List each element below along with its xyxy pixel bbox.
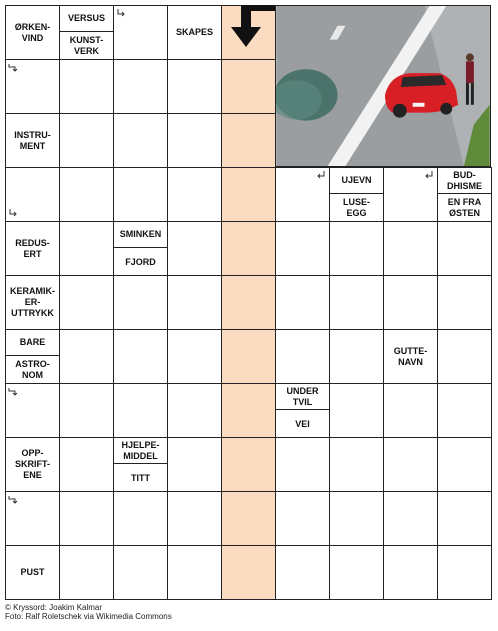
hook-arrow-icon (116, 8, 126, 18)
answer-cell[interactable] (167, 491, 222, 546)
answer-cell[interactable] (221, 275, 276, 330)
answer-cell[interactable] (113, 545, 168, 600)
clue-en-fra-osten: EN FRA ØSTEN (447, 197, 482, 218)
clue-redusert: REDUS- ERT (15, 237, 50, 259)
answer-cell[interactable] (383, 221, 438, 276)
answer-cell[interactable] (329, 545, 384, 600)
answer-cell[interactable] (221, 491, 276, 546)
hook-arrow-icon (8, 208, 18, 218)
answer-cell[interactable] (275, 275, 330, 330)
answer-cell[interactable] (167, 167, 222, 222)
answer-cell[interactable] (59, 383, 114, 438)
clue-bare: BARE (6, 330, 59, 356)
answer-cell[interactable] (113, 113, 168, 168)
hook-arrow-icon (8, 62, 18, 72)
answer-cell[interactable] (167, 275, 222, 330)
photo-svg (276, 6, 490, 166)
answer-cell[interactable] (113, 491, 168, 546)
answer-cell[interactable] (113, 275, 168, 330)
answer-cell[interactable] (221, 167, 276, 222)
credit-foto: Foto: Ralf Roletschek via Wikimedia Commons (5, 612, 172, 621)
crossword-grid (5, 5, 491, 599)
clue-buddhisme: BUD- DHISME (438, 168, 491, 194)
answer-cell[interactable] (221, 545, 276, 600)
hook-arrow-icon (8, 494, 18, 504)
answer-cell[interactable] (437, 221, 492, 276)
answer-cell[interactable] (437, 329, 492, 384)
answer-cell[interactable] (329, 491, 384, 546)
answer-cell[interactable] (59, 437, 114, 492)
answer-cell[interactable] (275, 329, 330, 384)
answer-cell[interactable] (167, 545, 222, 600)
clue-fjord: FJORD (125, 256, 156, 267)
answer-cell[interactable] (59, 113, 114, 168)
answer-cell[interactable] (59, 491, 114, 546)
answer-cell[interactable] (59, 221, 114, 276)
answer-cell[interactable] (59, 275, 114, 330)
clue-instrument: INSTRU- MENT (14, 129, 51, 151)
answer-cell[interactable] (383, 545, 438, 600)
answer-cell[interactable] (167, 437, 222, 492)
answer-cell[interactable] (59, 545, 114, 600)
clue-guttenavn: GUTTE- NAVN (393, 345, 428, 367)
answer-cell[interactable] (221, 383, 276, 438)
answer-cell[interactable] (113, 383, 168, 438)
clue-pust: PUST (20, 567, 45, 577)
answer-cell[interactable] (383, 437, 438, 492)
clue-luseegg: LUSE- EGG (343, 197, 370, 218)
answer-cell[interactable] (329, 437, 384, 492)
answer-cell[interactable] (167, 113, 222, 168)
answer-cell[interactable] (275, 221, 330, 276)
answer-cell[interactable] (329, 221, 384, 276)
answer-cell[interactable] (113, 59, 168, 114)
answer-cell[interactable] (275, 491, 330, 546)
hook-arrow-icon (8, 386, 18, 396)
answer-cell[interactable] (59, 167, 114, 222)
answer-cell[interactable] (221, 221, 276, 276)
hook-arrow-icon (424, 170, 434, 180)
answer-cell[interactable] (167, 221, 222, 276)
answer-cell[interactable] (275, 545, 330, 600)
answer-cell[interactable] (167, 59, 222, 114)
black-corner-arrow-icon (221, 5, 275, 59)
answer-cell[interactable] (437, 437, 492, 492)
clue-orkenvind: ØRKEN- VIND (14, 21, 51, 43)
clue-ujevn: UJEVN (330, 168, 383, 194)
road-photo (275, 5, 491, 167)
answer-cell[interactable] (437, 491, 492, 546)
answer-cell[interactable] (221, 113, 276, 168)
clue-under-tvil: UNDER TVIL (276, 384, 329, 410)
answer-cell[interactable] (167, 383, 222, 438)
clue-skapes: SKAPES (175, 27, 213, 37)
credit-kryssord: © Kryssord: Joakim Kalmar (5, 603, 103, 612)
answer-cell[interactable] (113, 329, 168, 384)
clue-astronom: ASTRO- NOM (15, 359, 50, 380)
answer-cell[interactable] (221, 437, 276, 492)
answer-cell[interactable] (383, 383, 438, 438)
answer-cell[interactable] (329, 275, 384, 330)
clue-versus: VERSUS (60, 6, 113, 32)
answer-cell[interactable] (329, 329, 384, 384)
clue-oppskriftene: OPP- SKRIFT- ENE (15, 448, 50, 480)
answer-cell[interactable] (59, 59, 114, 114)
answer-cell[interactable] (221, 59, 276, 114)
hook-arrow-icon (316, 170, 326, 180)
answer-cell[interactable] (167, 329, 222, 384)
clue-keramikeruttrykk: KERAMIK- ER- UTTRYKK (10, 286, 55, 318)
clue-hjelpemiddel: HJELPE- MIDDEL (114, 438, 167, 464)
clue-kunstverk: KUNST- VERK (69, 35, 104, 56)
answer-cell[interactable] (113, 167, 168, 222)
answer-cell[interactable] (59, 329, 114, 384)
answer-cell[interactable] (437, 383, 492, 438)
answer-cell[interactable] (221, 329, 276, 384)
answer-cell[interactable] (437, 545, 492, 600)
clue-vei: VEI (295, 418, 310, 429)
clue-titt: TITT (131, 472, 150, 483)
answer-cell[interactable] (383, 491, 438, 546)
answer-cell[interactable] (275, 437, 330, 492)
answer-cell[interactable] (329, 383, 384, 438)
clue-sminken: SMINKEN (114, 222, 167, 248)
answer-cell[interactable] (383, 275, 438, 330)
answer-cell[interactable] (437, 275, 492, 330)
